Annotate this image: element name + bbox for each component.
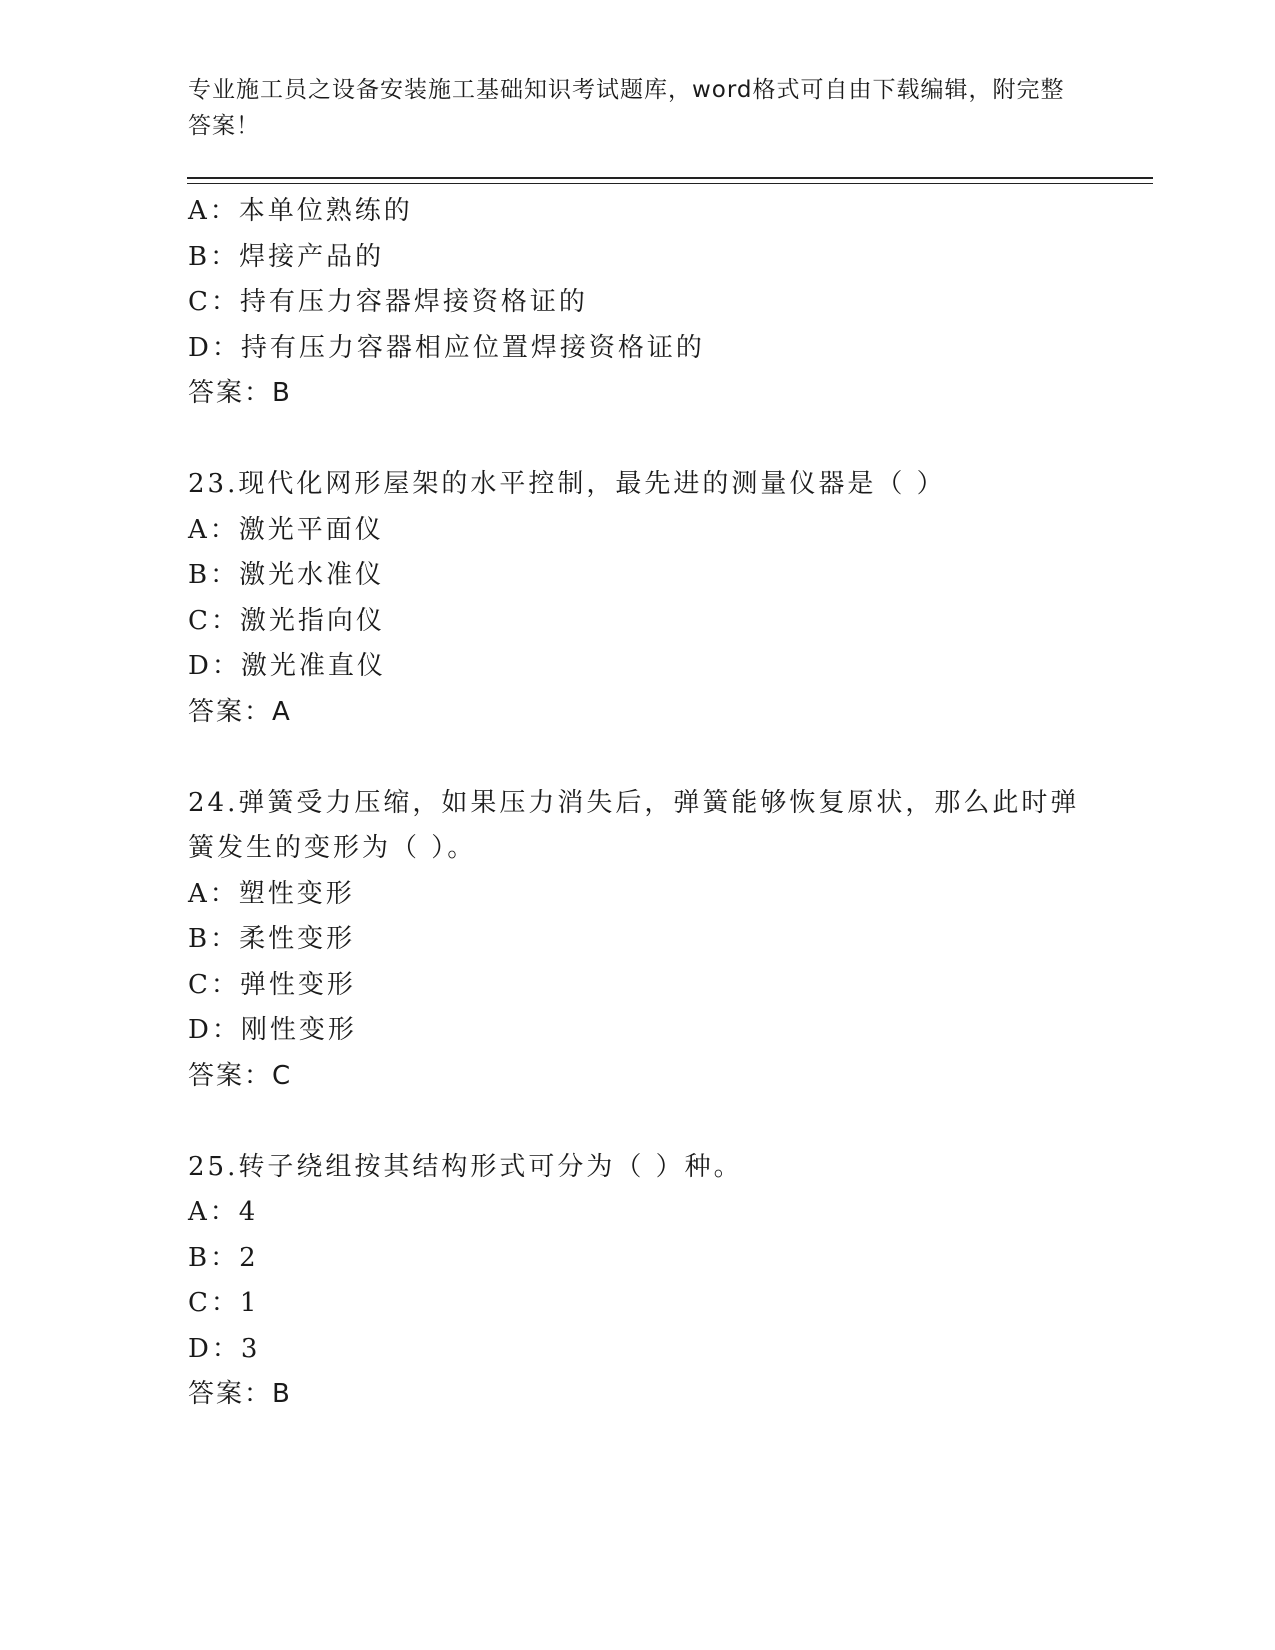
option-a: A：4: [188, 1197, 259, 1227]
option-c: C：弹性变形: [188, 969, 356, 1000]
document-header: [188, 72, 1068, 144]
answer: 答案：B: [188, 1379, 292, 1409]
question-list: [188, 189, 1088, 1418]
question-stem-line-1: 24.弹簧受力压缩，如果压力消失后，弹簧能够恢复原状，那么此时弹: [188, 787, 1080, 818]
answer: 答案：C: [188, 1060, 293, 1091]
question-block-22: [188, 189, 1088, 417]
option-a: A：激光平面仪: [188, 514, 384, 545]
option-d: D：3: [188, 1333, 261, 1364]
option-a: A：本单位熟练的: [188, 196, 413, 226]
question-block-24: [188, 781, 1088, 1100]
option-d: D：刚性变形: [188, 1015, 357, 1045]
option-b: B：柔性变形: [188, 924, 356, 954]
spacer: [188, 1099, 1088, 1145]
option-c: C：激光指向仪: [188, 605, 385, 636]
question-stem: 25.转子绕组按其结构形式可分为（ ）种。: [188, 1151, 743, 1182]
option-a: A：塑性变形: [188, 878, 355, 909]
answer: 答案：A: [188, 696, 292, 727]
header-divider-thin: [187, 183, 1153, 184]
option-d: D：持有压力容器相应位置焊接资格证的: [188, 332, 705, 363]
header-divider-thick: [187, 177, 1153, 179]
question-block-25: [188, 1145, 1088, 1418]
spacer: [188, 735, 1088, 781]
option-c: C：持有压力容器焊接资格证的: [188, 287, 588, 317]
spacer: [188, 417, 1088, 463]
question-block-23: [188, 462, 1088, 735]
option-c: C：1: [188, 1288, 260, 1318]
question-stem: 23.现代化网形屋架的水平控制，最先进的测量仪器是（ ）: [188, 469, 946, 499]
option-b: B：焊接产品的: [188, 241, 385, 272]
option-b: B：激光水准仪: [188, 560, 385, 590]
answer: 答案：B: [188, 378, 292, 408]
option-b: B：2: [188, 1242, 259, 1273]
header-title: 专业施工员之设备安装施工基础知识考试题库，word格式可自由下载编辑，附完整答案！: [188, 77, 1065, 139]
question-stem-line-2: 簧发生的变形为（ ）。: [188, 833, 477, 863]
option-d: D：激光准直仪: [188, 651, 386, 681]
